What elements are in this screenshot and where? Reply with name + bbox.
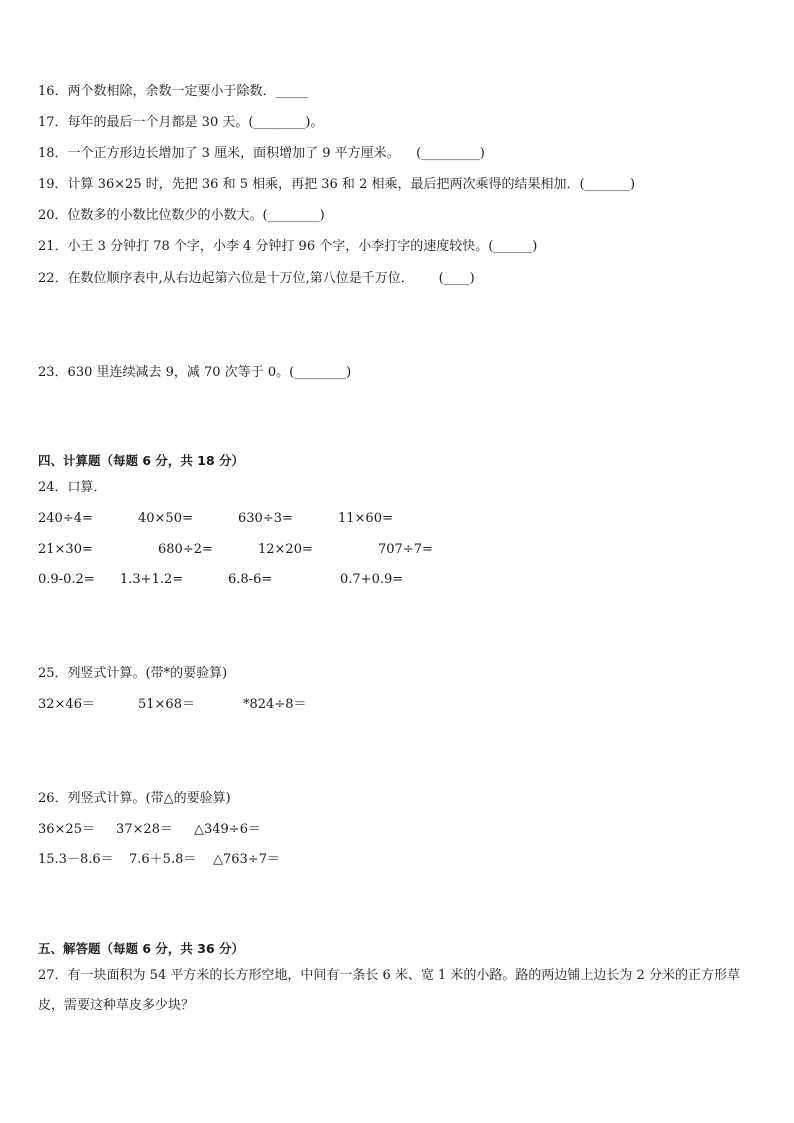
vertical-calc-item: 32×46＝ [38,697,95,712]
oral-item: 11×60= [338,511,393,526]
question-27: 27．有一块面积为 54 平方米的长方形空地，中间有一条长 6 米、宽 1 米的小路。路的两边铺上边长为 2 分米的正方形草皮，需要这种草皮多少块？ [38,968,740,1013]
oral-item: 707÷7= [378,542,433,557]
question-17: 17．每年的最后一个月都是 30 天。(________)。 [38,115,324,130]
vertical-calc-item: △349÷6＝ [194,822,261,837]
question-24-title: 24．口算． [38,480,107,495]
question-23: 23．630 里连续减去 9，减 70 次等于 0。(________) [38,365,352,380]
oral-item: 630÷3= [238,511,293,526]
question-20: 20．位数多的小数比位数少的小数大。(________) [38,208,325,223]
question-16: 16．两个数相除，余数一定要小于除数．_____ [38,84,309,99]
oral-item: 12×20= [258,542,313,557]
oral-item: 1.3+1.2= [120,572,184,587]
vertical-calc-item: 15.3－8.6＝ [38,852,114,867]
question-25-title: 25．列竖式计算。(带*的要验算) [38,666,228,681]
oral-item: 6.8-6= [228,572,273,587]
vertical-calc-item: 37×28＝ [116,822,173,837]
question-26-title: 26．列竖式计算。(带△的要验算) [38,791,231,806]
question-18: 18．一个正方形边长增加了 3 厘米，面积增加了 9 平方厘米。 (_________) [38,146,485,161]
vertical-calc-item: *824÷8＝ [243,697,307,712]
oral-item: 240÷4= [38,511,93,526]
question-21: 21．小王 3 分钟打 78 个字，小李 4 分钟打 96 个字，小李打字的速度较快。(______) [38,239,538,254]
oral-item: 0.9-0.2= [38,572,95,587]
oral-item: 680÷2= [158,542,213,557]
vertical-calc-item: △763÷7＝ [213,852,280,867]
vertical-calc-item: 7.6＋5.8＝ [129,852,197,867]
oral-item: 40×50= [138,511,193,526]
vertical-calc-item: 51×68＝ [138,697,195,712]
section-4-heading: 四、计算题（每题 6 分，共 18 分） [38,453,245,468]
oral-item: 21×30= [38,542,93,557]
vertical-calc-item: 36×25＝ [38,822,95,837]
question-19: 19．计算 36×25 时，先把 36 和 5 相乘，再把 36 和 2 相乘，最后把两次乘得的结果相加．(_______) [38,177,636,192]
question-22: 22．在数位顺序表中,从右边起第六位是十万位,第八位是千万位． (____) [38,271,475,286]
oral-item: 0.7+0.9= [340,572,404,587]
section-5-heading: 五、解答题（每题 6 分，共 36 分） [38,941,245,956]
